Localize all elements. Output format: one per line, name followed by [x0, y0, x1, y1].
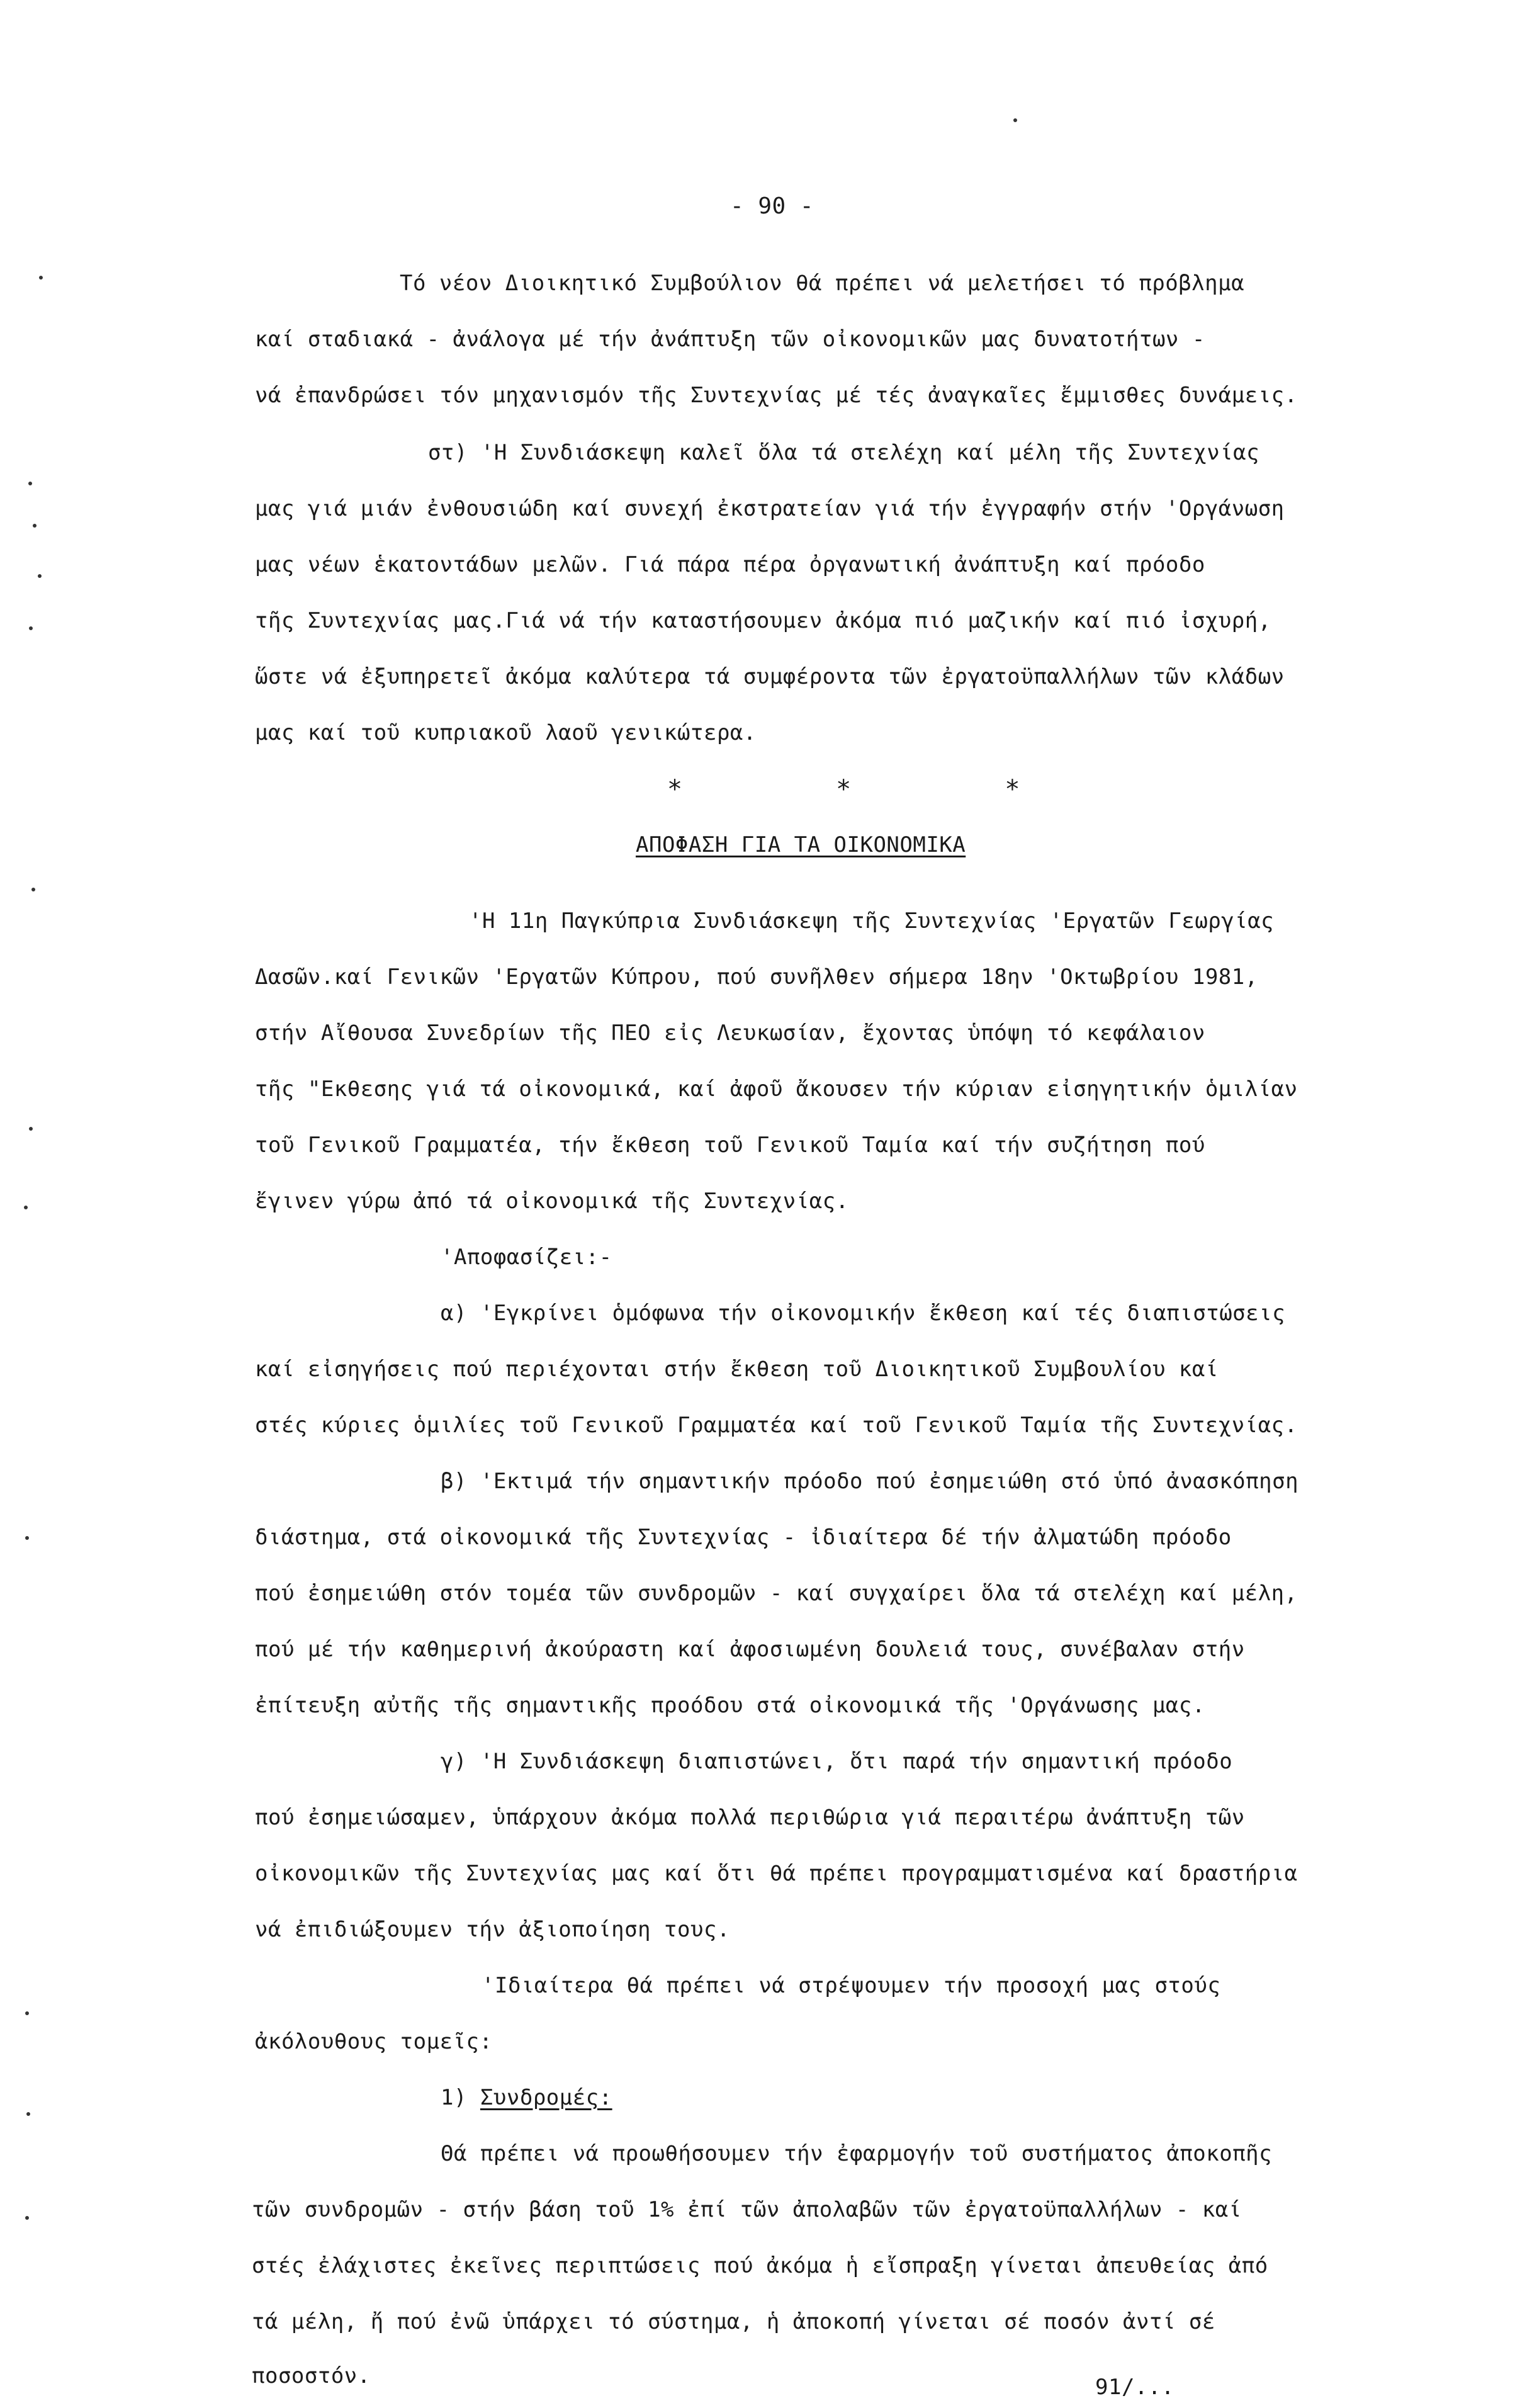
scan-speck — [33, 524, 37, 528]
text-line: τῶν συνδρομῶν - στήν βάση τοῦ 1% ἐπί τῶν ἀπολαβῶν τῶν ἐργατοϋπαλλήλων - καί — [252, 2197, 1242, 2222]
text-line: οἰκονομικῶν τῆς Συντεχνίας μας καί ὅτι θά πρέπει προγραμματισμένα καί δραστήρια — [255, 1861, 1298, 1886]
text-line: Θά πρέπει νά προωθήσουμεν τήν ἐφαρμογήν τοῦ συστήματος ἀποκοπῆς — [441, 2141, 1273, 2166]
text-line: 'Η 11η Παγκύπρια Συνδιάσκεψη τῆς Συντεχνίας 'Εργατῶν Γεωργίας — [469, 908, 1275, 934]
scan-speck — [25, 1536, 29, 1540]
text-line: στ) 'Η Συνδιάσκεψη καλεῖ ὅλα τά στελέχη καί μέλη τῆς Συντεχνίας — [428, 440, 1260, 465]
text-line: ὥστε νά ἐξυπηρετεῖ ἀκόμα καλύτερα τά συμφέροντα τῶν ἐργατοϋπαλλήλων τῶν κλάδων — [255, 664, 1285, 689]
text-line: στές κύριες ὁμιλίες τοῦ Γενικοῦ Γραμματέα καί τοῦ Γενικοῦ Ταμία τῆς Συντεχνίας. — [255, 1413, 1298, 1438]
text-line: στήν Αἴθουσα Συνεδρίων τῆς ΠΕΟ εἰς Λευκωσίαν, ἔχοντας ὑπόψη τό κεφάλαιον — [255, 1020, 1205, 1046]
text-line: τῆς Συντεχνίας μας.Γιά νά τήν καταστήσουμεν ἀκόμα πιό μαζικήν καί πιό ἰσχυρή, — [255, 608, 1271, 633]
text-line: β) 'Εκτιμά τήν σημαντικήν πρόοδο πού ἐσημειώθη στό ὑπό ἀνασκόπηση — [441, 1469, 1299, 1494]
text-line: α) 'Εγκρίνει ὁμόφωνα τήν οἰκονομικήν ἔκθεση καί τές διαπιστώσεις — [441, 1301, 1286, 1326]
text-line: Τό νέον Διοικητικό Συμβούλιον θά πρέπει νά μελετήσει τό πρόβλημα — [400, 271, 1245, 296]
scan-speck — [39, 276, 43, 280]
scan-speck — [29, 1127, 33, 1131]
scan-speck — [29, 626, 33, 630]
decides-label: 'Αποφασίζει:- — [441, 1245, 612, 1270]
scan-speck — [1013, 118, 1017, 122]
text-line: νά ἐπανδρώσει τόν μηχανισμόν τῆς Συντεχνίας μέ τές ἀναγκαῖες ἔμμισθες δυνάμεις. — [255, 383, 1298, 408]
section-title: ΑΠΟΦΑΣΗ ΓΙΑ ΤΑ ΟΙΚΟΝΟΜΙΚΑ — [636, 832, 966, 857]
text-line: ποσοστόν. — [252, 2363, 371, 2388]
separator-stars: * * * — [667, 775, 1090, 804]
sub1-number: 1) — [441, 2085, 467, 2110]
text-line: στές ἐλάχιστες ἐκεῖνες περιπτώσεις πού ἀκόμα ἡ εἴσπραξη γίνεται ἀπευθείας ἀπό — [252, 2253, 1268, 2278]
text-line: Δασῶν.καί Γενικῶν 'Εργατῶν Κύπρου, πού συνῆλθεν σήμερα 18ην 'Οκτωβρίου 1981, — [255, 964, 1258, 990]
scan-speck — [24, 1206, 28, 1209]
text-line: ἀκόλουθους τομεῖς: — [255, 2029, 493, 2054]
text-line: πού μέ τήν καθημερινή ἀκούραστη καί ἀφοσιωμένη δουλειά τους, συνέβαλαν στήν — [255, 1637, 1245, 1662]
text-line: μας νέων ἑκατοντάδων μελῶν. Γιά πάρα πέρα ὀργανωτική ἀνάπτυξη καί πρόοδο — [255, 552, 1205, 577]
text-line: νά ἐπιδιώξουμεν τήν ἀξιοποίηση τους. — [255, 1917, 730, 1942]
text-line: πού ἐσημειώσαμεν, ὑπάρχουν ἀκόμα πολλά περιθώρια γιά περαιτέρω ἀνάπτυξη τῶν — [255, 1805, 1245, 1830]
text-line: γ) 'Η Συνδιάσκεψη διαπιστώνει, ὅτι παρά τήν σημαντική πρόοδο — [441, 1749, 1233, 1774]
text-line: πού ἐσημειώθη στόν τομέα τῶν συνδρομῶν - καί συγχαίρει ὅλα τά στελέχη καί μέλη, — [255, 1581, 1298, 1606]
sub1-heading — [441, 2084, 612, 2111]
text-line: τῆς "Εκθεσης γιά τά οἰκονομικά, καί ἀφοῦ ἄκουσεν τήν κύριαν εἰσηγητικήν ὁμιλίαν — [255, 1077, 1298, 1102]
text-line: ἔγινεν γύρω ἀπό τά οἰκονομικά τῆς Συντεχνίας. — [255, 1189, 849, 1214]
text-line: 'Ιδιαίτερα θά πρέπει νά στρέψουμεν τήν προσοχή μας στούς — [482, 1973, 1221, 1998]
sub1-title: Συνδρομές: — [480, 2085, 612, 2110]
text-line: μας καί τοῦ κυπριακοῦ λαοῦ γενικώτερα. — [255, 720, 757, 745]
scan-speck — [31, 888, 35, 891]
text-line: μας γιά μιάν ἐνθουσιώδη καί συνεχή ἐκστρατείαν γιά τήν ἐγγραφήν στήν 'Οργάνωση — [255, 496, 1285, 521]
scan-speck — [38, 574, 42, 578]
text-line: ἐπίτευξη αὐτῆς τῆς σημαντικῆς προόδου στά οἰκονομικά τῆς 'Οργάνωσης μας. — [255, 1693, 1205, 1718]
scan-speck — [26, 2112, 30, 2116]
text-line: τοῦ Γενικοῦ Γραμματέα, τήν ἔκθεση τοῦ Γενικοῦ Ταμία καί τήν συζήτηση πού — [255, 1133, 1205, 1158]
scan-speck — [25, 2011, 29, 2015]
page-number: - 90 - — [730, 193, 814, 219]
text-line: τά μέλη, ἤ πού ἐνῶ ὑπάρχει τό σύστημα, ἡ ἀποκοπή γίνεται σέ ποσόν ἀντί σέ — [252, 2309, 1215, 2334]
text-line: καί εἰσηγήσεις πού περιέχονται στήν ἔκθεση τοῦ Διοικητικοῦ Συμβουλίου καί — [255, 1357, 1219, 1382]
scan-speck — [25, 2216, 29, 2220]
continuation-marker: 91/... — [1095, 2375, 1174, 2400]
text-line: διάστημα, στά οἰκονομικά τῆς Συντεχνίας - ἰδιαίτερα δέ τήν ἀλματώδη πρόοδο — [255, 1525, 1232, 1550]
scan-speck — [28, 482, 32, 485]
text-line: καί σταδιακά - ἀνάλογα μέ τήν ἀνάπτυξη τῶν οἰκονομικῶν μας δυνατοτήτων - — [255, 327, 1205, 352]
